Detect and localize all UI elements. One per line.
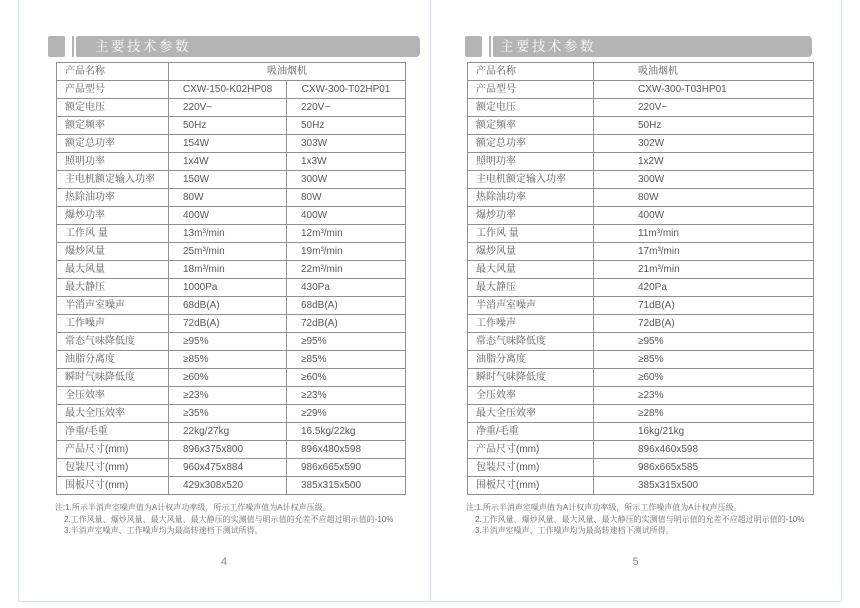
spec-value-cell: CXW-300-T03HP01 xyxy=(594,81,814,99)
spec-value-cell: 吸油烟机 xyxy=(169,63,406,81)
table-row xyxy=(57,315,406,333)
table-row xyxy=(468,477,814,495)
spec-value-cell: 1000Pa xyxy=(169,279,287,297)
table-row xyxy=(57,63,406,81)
spec-value-cell: 1x3W xyxy=(287,153,406,171)
spec-label-cell: 常态气味降低度 xyxy=(468,333,594,351)
spec-value-cell: ≥28% xyxy=(594,405,814,423)
table-row xyxy=(57,189,406,207)
table-row xyxy=(57,459,406,477)
spec-value-cell: ≥95% xyxy=(169,333,287,351)
header-square-decoration xyxy=(465,36,482,57)
note-line: 2.工作风量、爆炒风量、最大风量、最大静压的实测值与明示值的允差不应超过明示值的-10% xyxy=(475,514,805,524)
spec-value-cell: 400W xyxy=(169,207,287,225)
table-row xyxy=(468,99,814,117)
spec-value-cell: 302W xyxy=(594,135,814,153)
spec-value-cell: 50Hz xyxy=(594,117,814,135)
spec-table-left xyxy=(56,62,406,495)
table-row xyxy=(468,333,814,351)
spec-value-cell: 72dB(A) xyxy=(287,315,406,333)
spec-value-cell: ≥85% xyxy=(287,351,406,369)
table-row xyxy=(468,351,814,369)
spec-label-cell: 半消声室噪声 xyxy=(468,297,594,315)
spec-label-cell: 最大风量 xyxy=(468,261,594,279)
manual-page-5 xyxy=(430,0,841,601)
spec-label-cell: 产品尺寸(mm) xyxy=(468,441,594,459)
spec-label-cell: 工作风 量 xyxy=(57,225,169,243)
table-row xyxy=(468,279,814,297)
table-row xyxy=(468,207,814,225)
spec-value-cell: 50Hz xyxy=(169,117,287,135)
header-square-decoration xyxy=(48,36,65,57)
spec-value-cell: ≥85% xyxy=(594,351,814,369)
spec-value-cell: 72dB(A) xyxy=(169,315,287,333)
spec-value-cell: 68dB(A) xyxy=(287,297,406,315)
spec-value-cell: ≥60% xyxy=(594,369,814,387)
spec-value-cell: 385x315x500 xyxy=(287,477,406,495)
spec-value-cell: CXW-150-K02HP08 xyxy=(169,81,287,99)
table-row xyxy=(57,387,406,405)
spec-value-cell: ≥29% xyxy=(287,405,406,423)
table-row xyxy=(468,171,814,189)
spec-value-cell: 80W xyxy=(594,189,814,207)
page-number: 4 xyxy=(220,556,228,568)
table-row xyxy=(468,189,814,207)
spec-value-cell: 16kg/21kg xyxy=(594,423,814,441)
spec-value-cell: 12m³/min xyxy=(287,225,406,243)
spec-label-cell: 照明功率 xyxy=(468,153,594,171)
table-row xyxy=(468,369,814,387)
table-row xyxy=(468,387,814,405)
spec-value-cell: 50Hz xyxy=(287,117,406,135)
note-line: 2.工作风量、爆炒风量、最大风量、最大静压的实测值与明示值的允差不应超过明示值的-10% xyxy=(64,514,394,524)
spec-value-cell: 17m³/min xyxy=(594,243,814,261)
table-row xyxy=(57,225,406,243)
table-row xyxy=(468,243,814,261)
spec-value-cell: 19m³/min xyxy=(287,243,406,261)
table-row xyxy=(57,117,406,135)
spec-label-cell: 最大全压效率 xyxy=(468,405,594,423)
spec-label-cell: 额定电压 xyxy=(57,99,169,117)
header-tick-decoration xyxy=(72,36,74,57)
spec-label-cell: 包装尺寸(mm) xyxy=(57,459,169,477)
spec-value-cell: 13m³/min xyxy=(169,225,287,243)
spec-label-cell: 工作噪声 xyxy=(468,315,594,333)
spec-value-cell: 154W xyxy=(169,135,287,153)
spec-label-cell: 包装尺寸(mm) xyxy=(468,459,594,477)
spec-label-cell: 爆炒风量 xyxy=(468,243,594,261)
table-row xyxy=(57,279,406,297)
spec-label-cell: 最大全压效率 xyxy=(57,405,169,423)
spec-value-cell: 400W xyxy=(594,207,814,225)
spec-value-cell: 429x308x520 xyxy=(169,477,287,495)
spec-label-cell: 照明功率 xyxy=(57,153,169,171)
spec-label-cell: 最大静压 xyxy=(468,279,594,297)
spec-label-cell: 产品型号 xyxy=(468,81,594,99)
spec-value-cell: 896x375x800 xyxy=(169,441,287,459)
spec-value-cell: 25m³/min xyxy=(169,243,287,261)
spec-value-cell: 430Pa xyxy=(287,279,406,297)
spec-label-cell: 热除油功率 xyxy=(57,189,169,207)
page-number: 5 xyxy=(632,556,639,568)
table-row xyxy=(468,441,814,459)
spec-label-cell: 主电机额定输入功率 xyxy=(57,171,169,189)
spec-value-cell: 986x665x585 xyxy=(594,459,814,477)
spec-label-cell: 净重/毛重 xyxy=(57,423,169,441)
spec-label-cell: 工作风 量 xyxy=(468,225,594,243)
table-row xyxy=(468,261,814,279)
spec-value-cell: 896x460x598 xyxy=(594,441,814,459)
table-row xyxy=(57,135,406,153)
table-row xyxy=(57,171,406,189)
table-row xyxy=(468,459,814,477)
note-line: 注:1.所示半消声室噪声值为A计权声功率级，所示工作噪声值为A计权声压级。 xyxy=(466,503,742,512)
spec-value-cell: 1x4W xyxy=(169,153,287,171)
spec-label-cell: 最大静压 xyxy=(57,279,169,297)
table-row xyxy=(57,477,406,495)
spec-label-cell: 热除油功率 xyxy=(468,189,594,207)
spec-label-cell: 额定总功率 xyxy=(57,135,169,153)
spec-value-cell: 960x475x884 xyxy=(169,459,287,477)
spec-value-cell: 400W xyxy=(287,207,406,225)
spec-value-cell: ≥85% xyxy=(169,351,287,369)
spec-value-cell: ≥60% xyxy=(287,369,406,387)
spec-value-cell: 420Pa xyxy=(594,279,814,297)
spec-label-cell: 瞬时气味降低度 xyxy=(468,369,594,387)
spec-value-cell: 71dB(A) xyxy=(594,297,814,315)
spec-value-cell: 72dB(A) xyxy=(594,315,814,333)
spec-label-cell: 油脂分离度 xyxy=(468,351,594,369)
footnotes xyxy=(55,502,393,537)
spec-value-cell: 80W xyxy=(169,189,287,207)
section-title: 主要技术参数 xyxy=(76,36,420,57)
spec-value-cell: 21m³/min xyxy=(594,261,814,279)
spec-label-cell: 爆炒功率 xyxy=(57,207,169,225)
spec-value-cell: ≥95% xyxy=(287,333,406,351)
note-line: 注:1.所示半消声室噪声值为A计权声功率级，所示工作噪声值为A计权声压级。 xyxy=(55,503,331,512)
spec-label-cell: 净重/毛重 xyxy=(468,423,594,441)
spec-label-cell: 额定电压 xyxy=(468,99,594,117)
spec-label-cell: 产品型号 xyxy=(57,81,169,99)
note-line: 3.半消声室噪声、工作噪声均为最高转速档下测试所得。 xyxy=(475,526,674,535)
spec-label-cell: 围板尺寸(mm) xyxy=(57,477,169,495)
spec-value-cell: 220V~ xyxy=(594,99,814,117)
footnotes xyxy=(466,502,804,537)
spec-label-cell: 全压效率 xyxy=(57,387,169,405)
spec-label-cell: 产品名称 xyxy=(57,63,169,81)
spec-label-cell: 额定频率 xyxy=(468,117,594,135)
table-row xyxy=(468,81,814,99)
spec-value-cell: 80W xyxy=(287,189,406,207)
spec-value-cell: 385x315x500 xyxy=(594,477,814,495)
table-row xyxy=(57,99,406,117)
table-row xyxy=(57,423,406,441)
spec-value-cell: 300W xyxy=(594,171,814,189)
spec-value-cell: 220V~ xyxy=(287,99,406,117)
spec-value-cell: 22kg/27kg xyxy=(169,423,287,441)
spec-label-cell: 常态气味降低度 xyxy=(57,333,169,351)
spec-value-cell: CXW-300-T02HP01 xyxy=(287,81,406,99)
table-row xyxy=(468,135,814,153)
table-row xyxy=(57,297,406,315)
table-row xyxy=(57,207,406,225)
spec-label-cell: 额定频率 xyxy=(57,117,169,135)
spec-value-cell: ≥95% xyxy=(594,333,814,351)
spec-label-cell: 额定总功率 xyxy=(468,135,594,153)
table-row xyxy=(57,369,406,387)
spec-value-cell: ≥23% xyxy=(594,387,814,405)
table-row xyxy=(57,441,406,459)
spec-value-cell: ≥35% xyxy=(169,405,287,423)
spec-label-cell: 瞬时气味降低度 xyxy=(57,369,169,387)
spec-value-cell: 1x2W xyxy=(594,153,814,171)
table-row xyxy=(468,225,814,243)
spec-label-cell: 全压效率 xyxy=(468,387,594,405)
spec-label-cell: 围板尺寸(mm) xyxy=(468,477,594,495)
spec-label-cell: 最大风量 xyxy=(57,261,169,279)
spec-label-cell: 产品名称 xyxy=(468,63,594,81)
manual-page-4 xyxy=(18,0,430,601)
spec-label-cell: 爆炒功率 xyxy=(468,207,594,225)
spec-value-cell: 18m³/min xyxy=(169,261,287,279)
spec-value-cell: 11m³/min xyxy=(594,225,814,243)
header-tick-decoration xyxy=(489,36,491,57)
table-row xyxy=(57,405,406,423)
table-row xyxy=(468,315,814,333)
table-row xyxy=(57,153,406,171)
table-row xyxy=(57,261,406,279)
table-row xyxy=(57,81,406,99)
table-row xyxy=(57,351,406,369)
table-row xyxy=(468,153,814,171)
table-row xyxy=(57,333,406,351)
spec-value-cell: 吸油烟机 xyxy=(594,63,814,81)
spec-value-cell: ≥23% xyxy=(287,387,406,405)
note-line: 3.半消声室噪声、工作噪声均为最高转速档下测试所得。 xyxy=(64,526,263,535)
table-row xyxy=(57,243,406,261)
frame-line-bottom xyxy=(18,601,841,602)
spec-value-cell: 220V~ xyxy=(169,99,287,117)
table-row xyxy=(468,63,814,81)
spec-value-cell: 68dB(A) xyxy=(169,297,287,315)
spec-label-cell: 半消声室噪声 xyxy=(57,297,169,315)
spec-value-cell: 896x480x598 xyxy=(287,441,406,459)
table-row xyxy=(468,117,814,135)
spec-value-cell: ≥23% xyxy=(169,387,287,405)
spec-value-cell: 986x665x590 xyxy=(287,459,406,477)
table-row xyxy=(468,297,814,315)
spec-label-cell: 工作噪声 xyxy=(57,315,169,333)
spec-label-cell: 油脂分离度 xyxy=(57,351,169,369)
spec-value-cell: 303W xyxy=(287,135,406,153)
frame-line-right xyxy=(841,0,842,601)
table-row xyxy=(468,405,814,423)
spec-value-cell: 150W xyxy=(169,171,287,189)
spec-value-cell: 22m³/min xyxy=(287,261,406,279)
spec-label-cell: 产品尺寸(mm) xyxy=(57,441,169,459)
spec-label-cell: 主电机额定输入功率 xyxy=(468,171,594,189)
table-row xyxy=(468,423,814,441)
spec-table-right xyxy=(467,62,814,495)
spec-value-cell: 300W xyxy=(287,171,406,189)
spec-value-cell: 16.5kg/22kg xyxy=(287,423,406,441)
spec-label-cell: 爆炒风量 xyxy=(57,243,169,261)
section-title: 主要技术参数 xyxy=(493,36,812,57)
spec-value-cell: ≥60% xyxy=(169,369,287,387)
